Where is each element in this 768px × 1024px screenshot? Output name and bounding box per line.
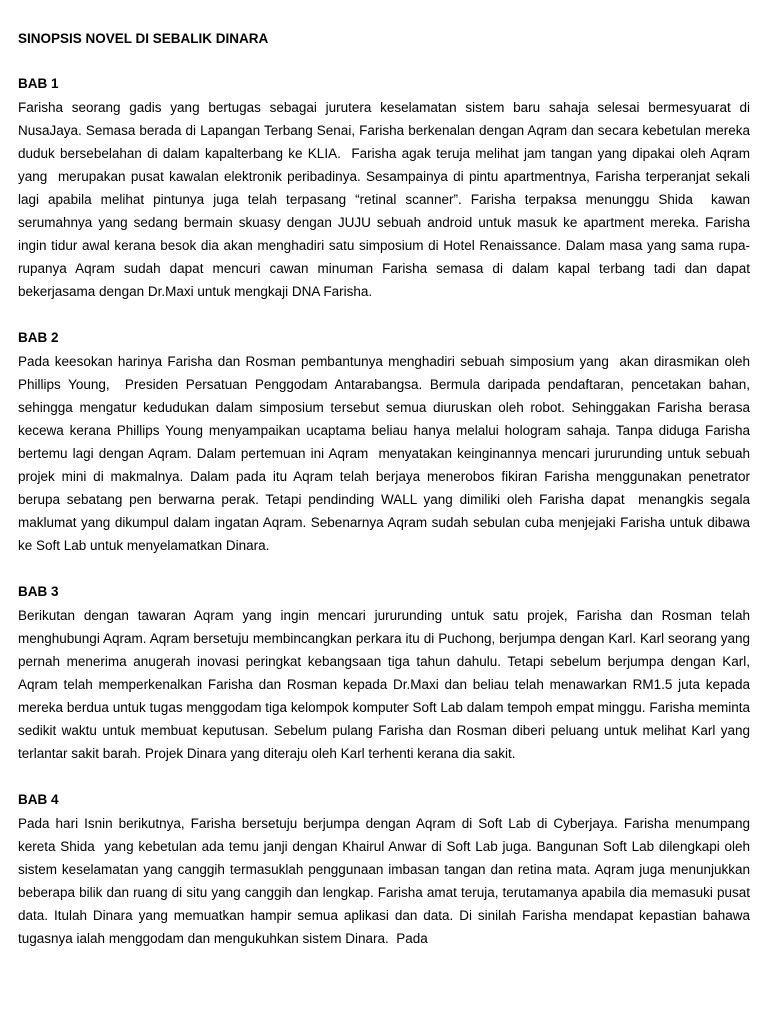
chapter-text: Farisha seorang gadis yang bertugas sebagai jurutera keselamatan sistem baru sahaja selesai bermesyuarat di NusaJaya. Semasa berada di Lapangan Terbang Senai, Farisha berkenalan dengan Aqram dan secara kebetulan mereka duduk bersebelahan di dalam kapalterbang ke KLIA. Farisha agak teruja melihat jam tangan yang dipakai oleh Aqram yang merupakan pusat kawalan elektronik peribadinya. Sesampainya di pintu apartmentnya, Farisha terperanjat sekali lagi apabila melihat pintunya juga telah terpasang “retinal scanner”. Farisha terpaksa menunggu Shida kawan serumahnya yang sedang bermain skuasy dengan JUJU sebuah android untuk masuk ke apartment mereka. Farisha ingin tidur awal kerana besok dia akan menghadiri satu simposium di Hotel Renaissance. Dalam masa yang sama rupa-rupanya Aqram sudah dapat mencuri cawan minuman Farisha semasa di dalam kapal terbang tadi dan dapat bekerjasama dengan Dr.Maxi untuk mengkaji DNA Farisha. [18,100,754,299]
document-page [18,29,754,950]
chapter-heading: BAB 4 [18,792,59,807]
chapter-text: Pada hari Isnin berikutnya, Farisha bersetuju berjumpa dengan Aqram di Soft Lab di Cyberjaya. Farisha menumpang kereta Shida yang kebetulan ada temu janji dengan Khairul Anwar di Soft Lab juga. Bangunan Soft Lab dilengkapi oleh sistem keselamatan yang canggih termasuklah penggunaan imbasan tangan dan retina mata. Aqram juga menunjukkan beberapa bilik dan ruang di situ yang canggih dan lengkap. Farisha amat teruja, terutamanya apabila dia memasuki pusat data. Itulah Dinara yang memuatkan hampir semua aplikasi dan data. Di sinilah Farisha mendapat kepastian bahawa tugasnya ialah menggodam dan mengukuhkan sistem Dinara. Pada [18,816,754,946]
chapter-heading: BAB 2 [18,330,59,345]
chapter-heading: BAB 3 [18,584,59,599]
chapter-bab-4 [18,790,754,950]
chapter-bab-2 [18,328,754,557]
chapter-text: Pada keesokan harinya Farisha dan Rosman pembantunya menghadiri sebuah simposium yang akan dirasmikan oleh Phillips Young, Presiden Persatuan Penggodam Antarabangsa. Bermula daripada pendaftaran, pencetakan bahan, sehingga mengatur kedudukan dalam simposium tersebut semua diuruskan oleh robot. Sehinggakan Farisha berasa kecewa kerana Phillips Young menyampaikan ucaptama beliau hanya melalui hologram sahaja. Tanpa diduga Farisha bertemu lagi dengan Aqram. Dalam pertemuan ini Aqram menyatakan keinginannya mencari jururunding untuk sebuah projek mini di makmalnya. Dalam pada itu Aqram telah berjaya menerobos fikiran Farisha menggunakan penetrator berupa sebatang pen berwarna perak. Tetapi pendinding WALL yang dimiliki oleh Farisha dapat menangkis segala maklumat yang dikumpul dalam ingatan Aqram. Sebenarnya Aqram sudah sebulan cuba menjejaki Farisha untuk dibawa ke Soft Lab untuk menyelamatkan Dinara. [18,354,754,553]
chapter-bab-1 [18,74,754,303]
document-title: SINOPSIS NOVEL DI SEBALIK DINARA [18,31,269,46]
chapter-text: Berikutan dengan tawaran Aqram yang ingin mencari jururunding untuk satu projek, Farisha dan Rosman telah menghubungi Aqram. Aqram bersetuju membincangkan perkara itu di Puchong, berjumpa dengan Karl. Karl seorang yang pernah menerima anugerah inovasi peringkat kebangsaan tiga tahun dahulu. Tetapi sebelum berjumpa dengan Karl, Aqram telah memperkenalkan Farisha dan Rosman kepada Dr.Maxi dan beliau telah menawarkan RM1.5 juta kepada mereka berdua untuk tugas menggodam tiga kelompok komputer Soft Lab dalam tempoh empat minggu. Farisha meminta sedikit waktu untuk membuat keputusan. Sebelum pulang Farisha dan Rosman diberi peluang untuk melihat Karl yang terlantar sakit barah. Projek Dinara yang diteraju oleh Karl terhenti kerana dia sakit. [18,608,754,761]
chapter-heading: BAB 1 [18,76,59,91]
chapter-bab-3 [18,582,754,765]
